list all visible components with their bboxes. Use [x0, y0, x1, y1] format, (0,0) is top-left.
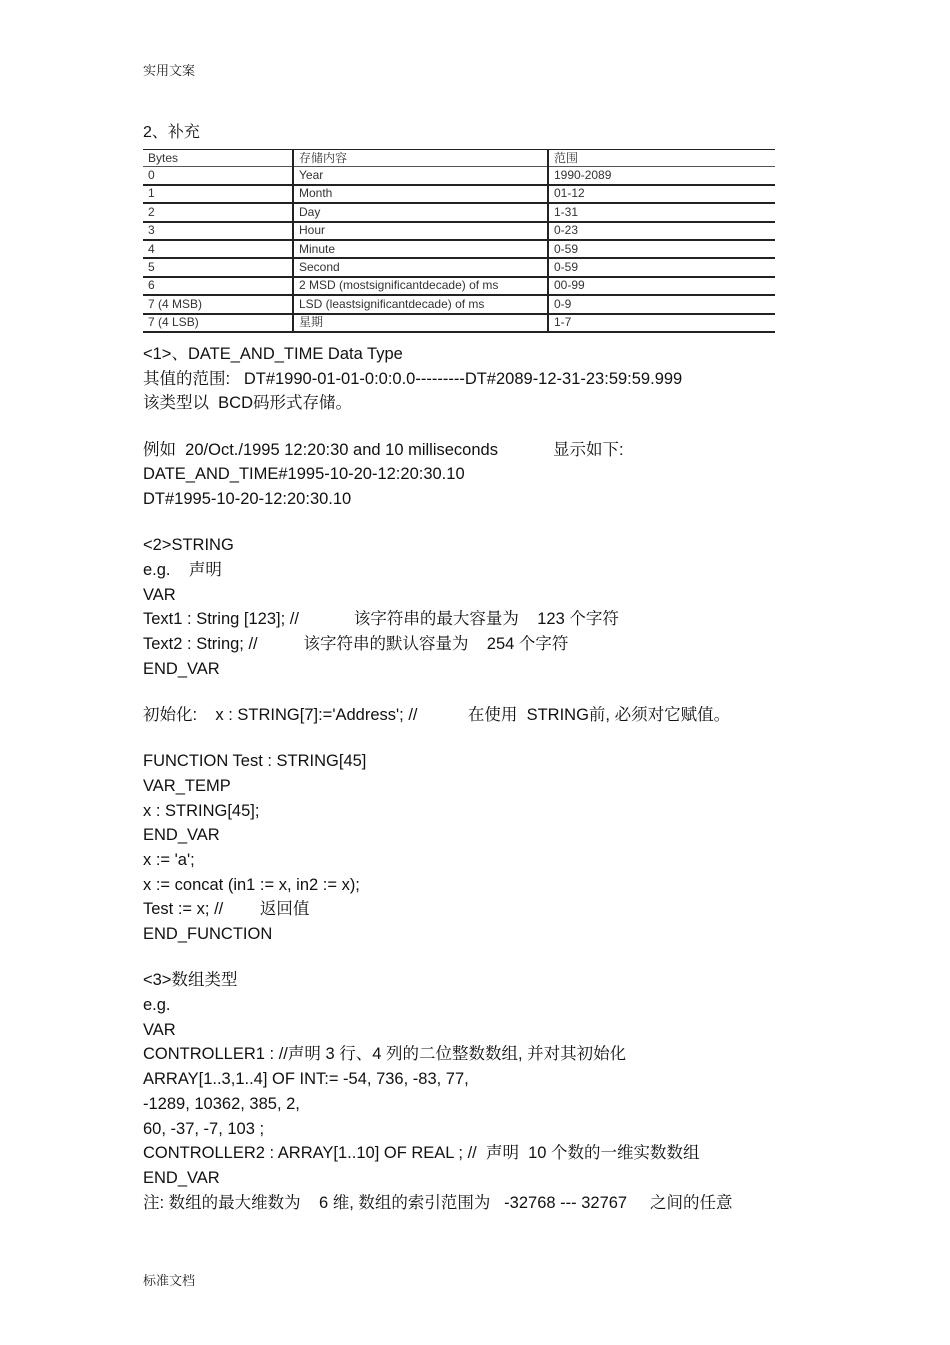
table-header-row	[143, 150, 775, 167]
text-line: <1>、DATE_AND_TIME Data Type	[143, 345, 403, 363]
document-body	[143, 342, 823, 1215]
table-cell-bytes: 3	[143, 222, 293, 240]
table-row	[143, 314, 775, 332]
table-cell-content: Hour	[293, 222, 548, 240]
table-header-range: 范围	[548, 150, 775, 167]
section-title: 2、补充	[143, 124, 200, 141]
text-line: -1289, 10362, 385, 2,	[143, 1094, 300, 1113]
text-line: <2>STRING	[143, 536, 234, 555]
text-line: e.g. 声明	[143, 561, 222, 579]
table-cell-range: 01-12	[548, 185, 775, 203]
table-cell-range: 0-59	[548, 240, 775, 258]
table-cell-content: Day	[293, 203, 548, 221]
table-row	[143, 240, 775, 258]
table-cell-range: 00-99	[548, 277, 775, 295]
table-cell-range: 0-59	[548, 258, 775, 276]
table-cell-bytes: 2	[143, 203, 293, 221]
text-line: CONTROLLER1 : //声明 3 行、4 列的二位整数数组, 并对其初始化	[143, 1045, 627, 1064]
blank-line	[143, 681, 823, 703]
table-cell-range: 0-9	[548, 295, 775, 313]
table-header-bytes: Bytes	[143, 150, 293, 167]
text-line: VAR	[143, 1020, 176, 1039]
text-line: CONTROLLER2 : ARRAY[1..10] OF REAL ; // 声明 10 个数的一维实数数组	[143, 1144, 700, 1163]
table-header-content: 存储内容	[293, 150, 548, 167]
text-line: x : STRING[45];	[143, 801, 260, 820]
text-line: 该类型以 BCD码形式存储。	[143, 394, 353, 413]
table-cell-bytes: 1	[143, 185, 293, 203]
table-cell-bytes: 5	[143, 258, 293, 276]
table-cell-bytes: 7 (4 MSB)	[143, 295, 293, 313]
date-time-storage-table	[143, 149, 775, 333]
table-cell-content: 2 MSD (mostsignificantdecade) of ms	[293, 277, 548, 295]
table-cell-content: Month	[293, 185, 548, 203]
table-cell-range: 1990-2089	[548, 167, 775, 185]
page-header: 实用文案	[143, 64, 196, 79]
blank-line	[143, 728, 823, 750]
text-line: END_VAR	[143, 1168, 220, 1187]
table-row	[143, 222, 775, 240]
table-cell-range: 1-31	[548, 203, 775, 221]
table-cell-content: Minute	[293, 240, 548, 258]
table-row	[143, 295, 775, 313]
text-line: ARRAY[1..3,1..4] OF INT:= -54, 736, -83, 77,	[143, 1070, 469, 1089]
text-line: x := concat (in1 := x, in2 := x);	[143, 875, 360, 894]
text-line: Test := x; // 返回值	[143, 900, 310, 919]
text-line: FUNCTION Test : STRING[45]	[143, 752, 367, 771]
table-cell-range: 0-23	[548, 222, 775, 240]
text-line: VAR	[143, 585, 176, 604]
text-line: Text1 : String [123]; // 该字符串的最大容量为 123 个字符	[143, 610, 619, 629]
table-row	[143, 258, 775, 276]
text-line: x := 'a';	[143, 851, 195, 870]
table-cell-content: LSD (leastsignificantdecade) of ms	[293, 295, 548, 313]
text-line: VAR_TEMP	[143, 777, 231, 795]
text-line: <3>数组类型	[143, 971, 238, 990]
table-row	[143, 203, 775, 221]
text-line: END_VAR	[143, 659, 220, 678]
text-line: 初始化: x : STRING[7]:='Address'; // 在使用 STRING前, 必须对它赋值。	[143, 706, 731, 725]
table-cell-range: 1-7	[548, 314, 775, 332]
blank-line	[143, 416, 823, 438]
table-cell-bytes: 6	[143, 277, 293, 295]
table-cell-content: Second	[293, 258, 548, 276]
table-row	[143, 167, 775, 185]
table-row	[143, 185, 775, 203]
text-line: END_FUNCTION	[143, 925, 273, 944]
text-line: 60, -37, -7, 103 ;	[143, 1119, 265, 1138]
text-line: DT#1995-10-20-12:20:30.10	[143, 490, 352, 509]
page-footer: 标准文档	[143, 1274, 196, 1289]
table-cell-bytes: 0	[143, 167, 293, 185]
blank-line	[143, 947, 823, 969]
text-line: END_VAR	[143, 826, 220, 845]
text-line: Text2 : String; // 该字符串的默认容量为 254 个字符	[143, 635, 569, 654]
table-cell-bytes: 4	[143, 240, 293, 258]
text-line: 注: 数组的最大维数为 6 维, 数组的索引范围为 -32768 --- 32767 之间的任意	[143, 1193, 733, 1212]
table-row	[143, 277, 775, 295]
text-line: DATE_AND_TIME#1995-10-20-12:20:30.10	[143, 465, 465, 484]
text-line: e.g.	[143, 996, 171, 1015]
text-line: 例如 20/Oct./1995 12:20:30 and 10 milliseconds 显示如下:	[143, 440, 624, 459]
table-cell-content: Year	[293, 167, 548, 185]
table-cell-bytes: 7 (4 LSB)	[143, 314, 293, 332]
text-line: 其值的范围: DT#1990-01-01-0:0:0.0---------DT#2089-12-31-23:59:59.999	[143, 369, 683, 388]
blank-line	[143, 512, 823, 534]
table-cell-content: 星期	[293, 314, 548, 332]
